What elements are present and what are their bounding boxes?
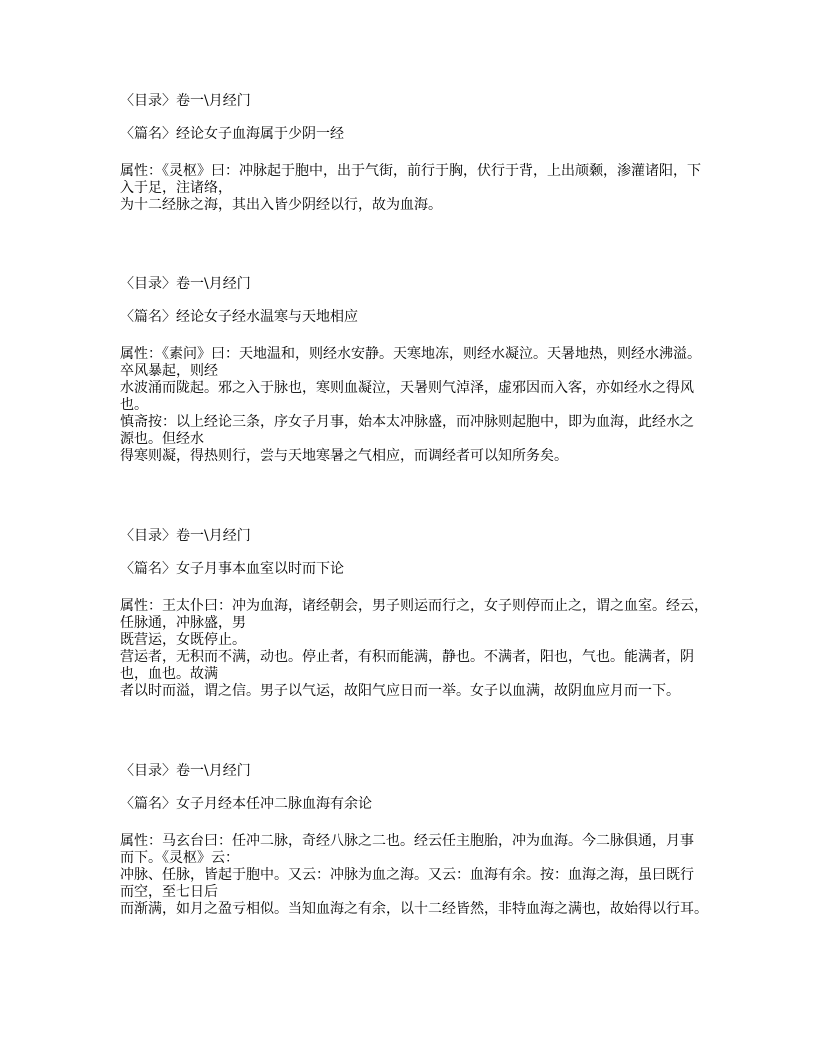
body-line: 属性：《素问》曰：天地温和，则经水安静。天寒地冻，则经水凝泣。天暑地热，则经水沸溢。 — [120, 346, 701, 362]
chapter-title: 〈篇名〉女子月经本任冲二脉血海有余论 — [120, 796, 372, 812]
entry-1 — [120, 93, 720, 214]
body-line: 营运者，无积而不满，动也。停止者，有积而能满，静也。不满者，阳也，气也。能满者，阴 — [120, 649, 694, 665]
body-line: 属性：王太仆曰：冲为血海，诸经朝会，男子则运而行之，女子则停而止之，谓之血室。经云， — [120, 598, 708, 614]
body-line: 慎斋按：以上经论三条，序女子月事，始本太冲脉盛，而冲脉则起胞中，即为血海，此经水之 — [120, 414, 694, 430]
body-line: 任脉通，冲脉盛，男 — [120, 615, 246, 631]
body-line: 而下。《灵枢》云： — [120, 850, 239, 866]
body-line: 冲脉、任脉，皆起于胞中。又云：冲脉为血之海。又云：血海有余。按：血海之海，虽曰既行 — [120, 867, 694, 883]
entry-2 — [120, 276, 720, 465]
body-line: 卒风暴起，则经 — [120, 363, 218, 379]
body-line: 而空，至七日后 — [120, 884, 218, 900]
catalog-line: 〈目录〉卷一\月经门 — [120, 528, 251, 544]
body-line: 水波涌而陇起。邪之入于脉也，寒则血凝泣，天暑则气淖泽，虚邪因而入客，亦如经水之得风 — [120, 380, 694, 396]
body-line: 者以时而溢，谓之信。男子以气运，故阳气应日而一举。女子以血满，故阴血应月而一下。 — [120, 683, 680, 699]
chapter-title: 〈篇名〉经论女子经水温寒与天地相应 — [120, 309, 358, 325]
body-line: 也，血也。故满 — [120, 666, 218, 682]
entry-4 — [120, 763, 720, 918]
body-line: 属性：马玄台曰：任冲二脉，奇经八脉之二也。经云任主胞胎，冲为血海。今二脉俱通，月事 — [120, 833, 694, 849]
body-line: 而渐满，如月之盈亏相似。当知血海之有余，以十二经皆然，非特血海之满也，故始得以行耳。 — [120, 901, 708, 917]
body-line: 入于足，注诸络， — [120, 180, 232, 196]
chapter-title: 〈篇名〉经论女子血海属于少阴一经 — [120, 126, 344, 142]
entry-3 — [120, 528, 720, 700]
body-line: 也。 — [120, 397, 148, 413]
chapter-title: 〈篇名〉女子月事本血室以时而下论 — [120, 561, 344, 577]
catalog-line: 〈目录〉卷一\月经门 — [120, 93, 251, 109]
body-line: 既营运，女既停止。 — [120, 632, 246, 648]
body-line: 源也。但经水 — [120, 431, 204, 447]
catalog-line: 〈目录〉卷一\月经门 — [120, 763, 251, 779]
body-line: 属性：《灵枢》曰：冲脉起于胞中，出于气街，前行于胸，伏行于背，上出颃颡，渗灌诸阳，下 — [120, 163, 701, 179]
catalog-line: 〈目录〉卷一\月经门 — [120, 276, 251, 292]
body-line: 为十二经脉之海，其出入皆少阴经以行，故为血海。 — [120, 197, 442, 213]
body-line: 得寒则凝，得热则行，尝与天地寒暑之气相应，而调经者可以知所务矣。 — [120, 448, 568, 464]
